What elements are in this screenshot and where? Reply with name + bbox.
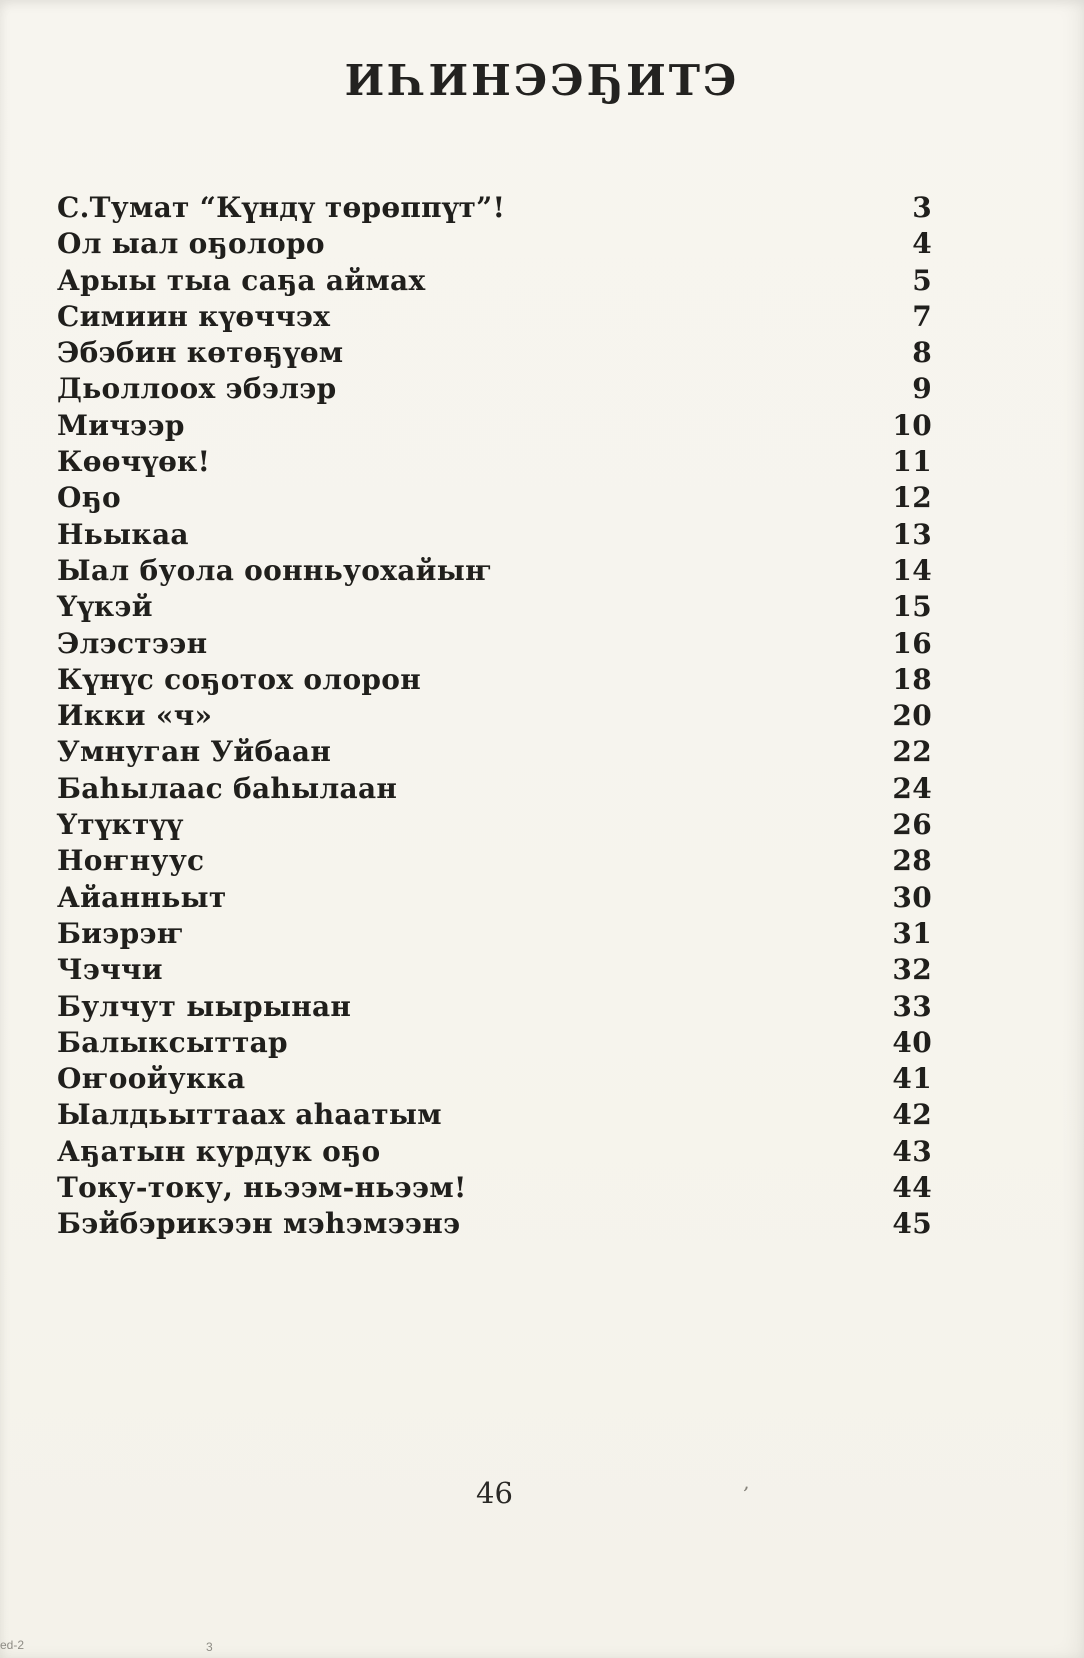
toc-row: [57, 299, 932, 335]
toc-entry-title: Току-току, ньээм-ньээм!: [57, 1171, 467, 1205]
toc-entry-page: 33: [892, 989, 932, 1023]
toc-entry-page: 7: [912, 299, 932, 333]
toc-entry-title: Биэрэҥ: [57, 916, 184, 950]
toc-entry-title: Мичээр: [57, 408, 185, 442]
toc-row: [57, 734, 932, 770]
toc-entry-page: 18: [892, 662, 932, 696]
toc-entry-title: Көөчүөк!: [57, 445, 211, 479]
print-mark-left: ed-2: [0, 1638, 25, 1652]
toc-entry-title: С.Тумат “Күндү төрөппүт”!: [57, 191, 506, 224]
toc-entry-title: Икки «ч»: [57, 699, 213, 733]
toc-entry-page: 15: [892, 590, 932, 624]
toc-row: [57, 916, 932, 952]
toc-entry-page: 8: [912, 336, 932, 370]
toc-entry-page: 9: [912, 372, 932, 406]
toc-row: [57, 843, 932, 879]
toc-entry-page: 41: [892, 1062, 932, 1096]
toc-entry-page: 26: [892, 808, 932, 842]
toc-row: [57, 1097, 932, 1133]
toc-entry-page: 45: [892, 1207, 932, 1241]
toc-row: [57, 517, 932, 553]
toc-entry-title: Ыал буола оонньуохайыҥ: [57, 553, 493, 587]
toc-row: [57, 263, 932, 299]
toc-entry-title: Ыалдьыттаах аһаатым: [57, 1098, 442, 1132]
toc-entry-title: Дьоллоох эбэлэр: [57, 372, 337, 406]
toc-row: [57, 807, 932, 843]
toc-row: [57, 952, 932, 988]
toc-entry-page: 30: [892, 880, 932, 914]
toc-row: [57, 444, 932, 480]
scan-artifact: ’: [740, 1481, 750, 1507]
toc-entry-title: Үүкэй: [57, 590, 153, 624]
toc-entry-title: Чэччи: [57, 953, 163, 987]
toc-entry-page: 16: [892, 626, 932, 660]
page-number: 46: [476, 1476, 513, 1510]
toc-entry-page: 4: [912, 227, 932, 261]
toc-row: [57, 698, 932, 734]
toc-row: [57, 589, 932, 625]
toc-entry-page: 40: [892, 1025, 932, 1059]
toc-row: [57, 190, 932, 226]
toc-entry-title: Элэстээн: [57, 626, 208, 660]
toc-row: [57, 662, 932, 698]
toc-entry-page: 12: [892, 481, 932, 515]
toc-row: [57, 1170, 932, 1206]
toc-entry-title: Симиин күөччэх: [57, 299, 331, 333]
toc-entry-title: Айанньыт: [57, 880, 227, 914]
toc-entry-page: 43: [892, 1134, 932, 1168]
toc-entry-page: 28: [892, 844, 932, 878]
toc-entry-title: Умнуган Уйбаан: [57, 735, 332, 769]
print-mark-center: 3: [206, 1640, 213, 1654]
toc-entry-title: Балыксыттар: [57, 1025, 288, 1059]
page-title: ИҺИНЭЭҔИТЭ: [344, 56, 740, 105]
toc-entry-title: Ноҥнуус: [57, 844, 205, 878]
toc-entry-page: 32: [892, 953, 932, 987]
toc-entry-page: 22: [892, 735, 932, 769]
toc-row: [57, 1134, 932, 1170]
toc-entry-title: Оҕо: [57, 481, 122, 515]
toc-row: [57, 771, 932, 807]
toc-entry-page: 42: [892, 1098, 932, 1132]
toc-entry-title: Аҕатын курдук оҕо: [57, 1134, 381, 1168]
toc-entry-title: Ол ыал оҕолоро: [57, 227, 325, 261]
toc-entry-title: Күнүс соҕотох олорон: [57, 662, 422, 696]
toc-row: [57, 553, 932, 589]
toc-row: [57, 1025, 932, 1061]
toc-entry-title: Үтүктүү: [57, 808, 183, 842]
toc-entry-page: 31: [892, 916, 932, 950]
toc-entry-page: 14: [892, 553, 932, 587]
toc-row: [57, 626, 932, 662]
toc-entry-title: Эбэбин көтөҕүөм: [57, 336, 344, 370]
toc-row: [57, 1206, 932, 1242]
toc-entry-page: 11: [892, 445, 932, 479]
toc-entry-page: 3: [912, 191, 932, 224]
toc-entry-page: 24: [892, 771, 932, 805]
toc-row: [57, 1061, 932, 1097]
toc-entry-page: 44: [892, 1171, 932, 1205]
toc-entry-title: Бэйбэрикээн мэһэмээнэ: [57, 1207, 461, 1241]
toc-row: [57, 371, 932, 407]
toc-entry-title: Баһылаас баһылаан: [57, 771, 398, 805]
toc-row: [57, 408, 932, 444]
toc-entry-title: Арыы тыа саҕа аймах: [57, 263, 426, 297]
toc-row: [57, 335, 932, 371]
toc-entry-page: 13: [892, 517, 932, 551]
toc-row: [57, 989, 932, 1025]
toc-entry-title: Ньыкаа: [57, 517, 189, 551]
toc-row: [57, 480, 932, 516]
toc-list: [57, 190, 932, 1243]
toc-entry-title: Оҥоойукка: [57, 1062, 246, 1096]
toc-row: [57, 880, 932, 916]
toc-entry-page: 10: [892, 408, 932, 442]
toc-entry-page: 5: [912, 263, 932, 297]
toc-entry-title: Булчут ыырынан: [57, 989, 352, 1023]
toc-entry-page: 20: [892, 699, 932, 733]
toc-row: [57, 226, 932, 262]
